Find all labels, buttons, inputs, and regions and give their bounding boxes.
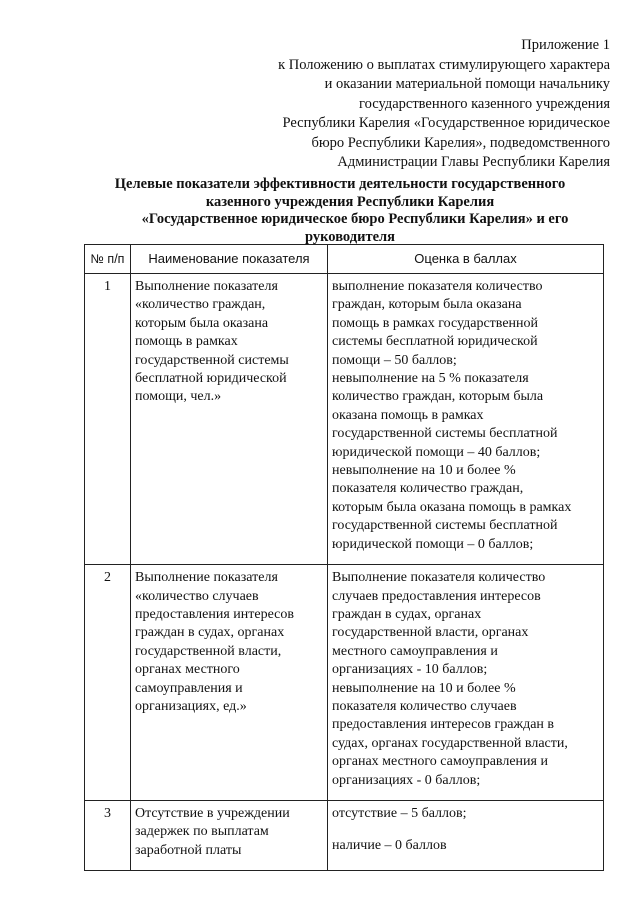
cell-line: выполнение показателя количество xyxy=(332,279,543,294)
cell-line: которым была оказана xyxy=(135,315,269,331)
indicator-name-cell xyxy=(131,274,328,565)
appendix-line: Республики Карелия «Государственное юридическое xyxy=(282,115,610,131)
cell-line: органах местного xyxy=(135,662,240,678)
score-cell xyxy=(328,274,604,565)
cell-line: задержек по выплатам xyxy=(135,824,269,840)
cell-line: системы бесплатной юридической xyxy=(332,334,538,350)
cell-line: отсутствие – 5 баллов; xyxy=(332,805,467,821)
cell-line: граждан в судах, органах xyxy=(135,625,285,641)
row-number: 2 xyxy=(85,565,131,801)
cell-line: невыполнение на 10 и более % xyxy=(332,463,516,479)
cell-line: граждан в судах, органах xyxy=(332,606,482,622)
table-row xyxy=(85,800,604,870)
appendix-line: и оказании материальной помощи начальнику xyxy=(324,76,610,92)
appendix-header xyxy=(190,36,610,173)
cell-line: наличие – 0 баллов xyxy=(332,838,447,854)
cell-line: организациях - 0 баллов; xyxy=(332,772,481,788)
cell-line: «количество случаев xyxy=(135,588,259,604)
cell-line: которым была оказана помощь в рамках xyxy=(332,499,572,515)
cell-line: невыполнение на 5 % показателя xyxy=(332,371,529,387)
title-line: руководителя xyxy=(305,228,395,245)
cell-line: юридической помощи – 40 баллов; xyxy=(332,444,541,460)
score-cell xyxy=(328,800,604,870)
row-number: 1 xyxy=(85,274,131,565)
indicator-name-cell xyxy=(131,565,328,801)
appendix-line: Администрации Главы Республики Карелия xyxy=(337,154,610,170)
cell-line: местного самоуправления и xyxy=(332,643,498,659)
cell-line: юридической помощи – 0 баллов; xyxy=(332,536,534,552)
indicator-name-cell xyxy=(131,800,328,870)
cell-line: органах местного самоуправления и xyxy=(332,754,548,770)
cell-line: Отсутствие в учреждении xyxy=(135,805,290,821)
header-number: № п/п xyxy=(85,245,131,274)
cell-line: заработной платы xyxy=(135,842,242,858)
cell-line: Выполнение показателя xyxy=(135,570,278,586)
header-score: Оценка в баллах xyxy=(328,245,604,274)
cell-line: «количество граждан, xyxy=(135,297,266,313)
cell-line: случаев предоставления интересов xyxy=(332,588,541,604)
cell-line: государственной власти, xyxy=(135,643,282,659)
cell-line: судах, органах государственной власти, xyxy=(332,735,568,751)
cell-line: показателя количество граждан, xyxy=(332,481,524,497)
title-line: казенного учреждения Республики Карелия xyxy=(205,193,495,210)
header-indicator-name: Наименование показателя xyxy=(131,245,328,274)
appendix-line: Приложение 1 xyxy=(521,37,610,53)
row-number: 3 xyxy=(85,800,131,870)
cell-spacer xyxy=(332,823,599,837)
cell-line: предоставления интересов xyxy=(135,606,294,622)
cell-line: показателя количество случаев xyxy=(332,698,517,714)
cell-line: оказана помощь в рамках xyxy=(332,407,484,423)
appendix-line: государственного казенного учреждения xyxy=(359,95,610,112)
cell-line: организациях - 10 баллов; xyxy=(332,662,488,678)
cell-line: предоставления интересов граждан в xyxy=(332,717,555,733)
cell-line: государственной системы бесплатной xyxy=(332,426,558,442)
cell-line: организациях, ед.» xyxy=(135,698,247,714)
cell-line: государственной власти, органах xyxy=(332,625,529,641)
document-title xyxy=(60,176,620,246)
cell-line: государственной системы xyxy=(135,352,289,368)
cell-line: граждан, которым была оказана xyxy=(332,297,522,313)
cell-line: самоуправления и xyxy=(135,680,243,696)
title-line: «Государственное юридическое бюро Республики Карелия» и его xyxy=(141,211,569,227)
cell-line: помощи, чел.» xyxy=(135,389,222,405)
appendix-line: бюро Республики Карелия», подведомственного xyxy=(311,134,610,151)
appendix-line: к Положению о выплатах стимулирующего характера xyxy=(278,56,610,73)
cell-line: государственной системы бесплатной xyxy=(332,518,558,534)
table-header-row xyxy=(85,245,604,274)
cell-line: количество граждан, которым была xyxy=(332,389,544,405)
table-row xyxy=(85,565,604,801)
cell-line: помощь в рамках государственной xyxy=(332,315,539,331)
indicators-table xyxy=(84,244,604,871)
cell-line: Выполнение показателя количество xyxy=(332,570,546,586)
cell-line: невыполнение на 10 и более % xyxy=(332,680,516,696)
cell-line: помощь в рамках xyxy=(135,334,238,350)
cell-line: бесплатной юридической xyxy=(135,371,287,387)
cell-line: помощи – 50 баллов; xyxy=(332,352,457,368)
title-line: Целевые показатели эффективности деятельности государственного xyxy=(114,176,566,192)
table-row xyxy=(85,274,604,565)
score-cell xyxy=(328,565,604,801)
cell-line: Выполнение показателя xyxy=(135,279,278,294)
